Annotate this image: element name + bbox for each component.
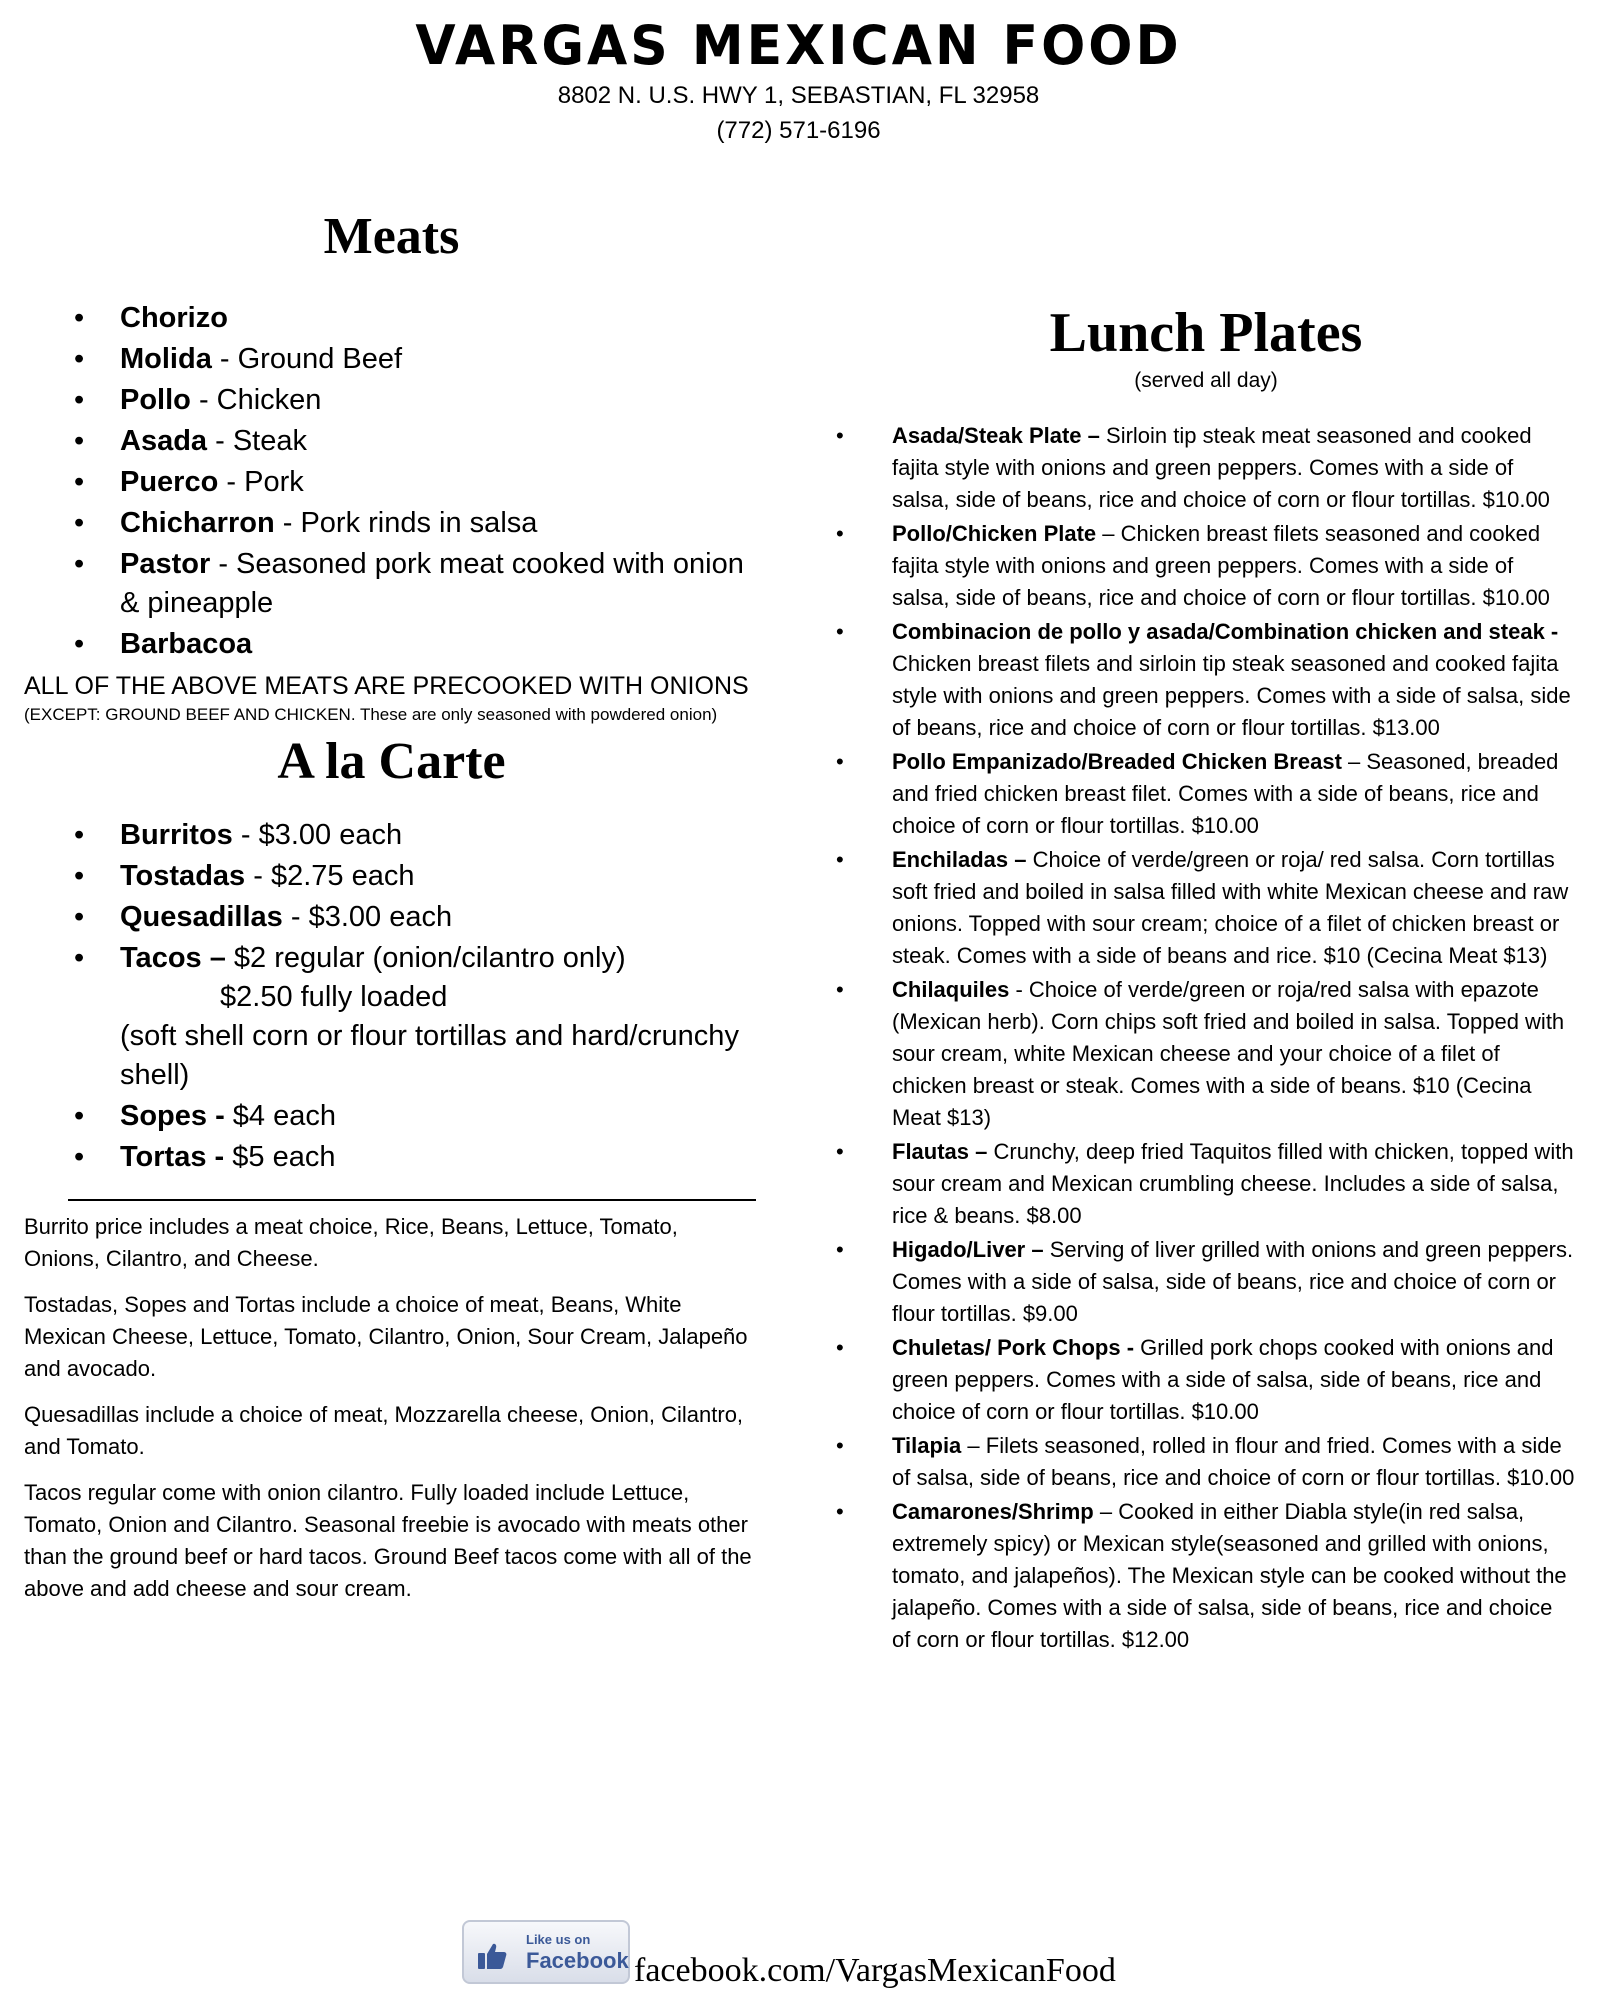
divider (68, 1199, 756, 1201)
list-item: • Flautas – Crunchy, deep fried Taquitos filled with chicken, topped with sour cream and Mexican crumbling cheese. Includes a side of salsa, rice & beans. $8.00 (836, 1139, 1574, 1228)
list-item: • Tilapia – Filets seasoned, rolled in flour and fried. Comes with a side of salsa, side of beans, rice and choice of corn or flour tortillas. $10.00 (836, 1433, 1575, 1490)
list-item: • Pollo/Chicken Plate – Chicken breast filets seasoned and cooked fajita style with onions and green peppers. Comes with a side of salsa, side of beans, rice and choice of corn or flour tortillas. $10.00 (836, 521, 1550, 610)
badge-like-text: Like us on (526, 1932, 591, 1947)
address: 8802 N. U.S. HWY 1, SEBASTIAN, FL 32958 (557, 82, 1040, 109)
badge-facebook-text: Facebook (526, 1948, 629, 1973)
list-item: • Barbacoa (74, 628, 253, 660)
right-column (836, 300, 1576, 1658)
tacos-shell: (soft shell corn or flour tortillas and hard/crunchy shell) (120, 1020, 739, 1091)
restaurant-name: VARGAS MEXICAN FOOD (415, 14, 1182, 78)
meats-note-exception: (EXCEPT: GROUND BEEF AND CHICKEN. These are only seasoned with powdered onion) (24, 705, 718, 724)
list-item: • Molida - Ground Beef (74, 343, 403, 375)
list-item: • Chilaquiles - Choice of verde/green or roja/red salsa with epazote (Mexican herb). Corn chips soft fried and boiled in salsa. Topped with sour cream, white Mexican cheese and your choice of a filet of chicken breast or steak. Comes with a side of beans. $10 (Cecina Meat $13) (836, 977, 1565, 1130)
list-item: • Chuletas/ Pork Chops - Grilled pork chops cooked with onions and green peppers. Comes with a side of salsa, side of beans, rice and choice of corn or flour tortillas. $10.00 (836, 1335, 1554, 1424)
facebook-like-badge[interactable] (462, 1920, 630, 1984)
list-item: • Pastor - Seasoned pork meat cooked with onion & pineapple (74, 548, 744, 619)
alacarte-list (24, 816, 759, 1177)
list-item: • Combinacion de pollo y asada/Combination chicken and steak - Chicken breast filets and sirloin tip steak seasoned and cooked fajita style with onions and green peppers. Comes with a side of salsa, side of beans, rice and choice of corn or flour tortillas. $13.00 (836, 619, 1571, 740)
meats-title: Meats (323, 208, 460, 265)
list-item: • Higado/Liver – Serving of liver grilled with onions and green peppers. Comes with a side of salsa, side of beans, rice and choice of corn or flour tortillas. $9.00 (836, 1237, 1574, 1326)
list-item: • Puerco - Pork (74, 466, 304, 498)
list-item: • Tostadas - $2.75 each (74, 860, 415, 892)
list-item: • Quesadillas - $3.00 each (74, 901, 453, 933)
meats-note: ALL OF THE ABOVE MEATS ARE PRECOOKED WITH ONIONS (24, 672, 749, 700)
note-tacos: Tacos regular come with onion cilantro. Fully loaded include Lettuce, Tomato, Onion and Cilantro. Seasonal freebie is avocado with meats other than the ground beef or hard tacos. Ground Beef tacos come with all of the above and add cheese and sour cream. (24, 1480, 752, 1601)
left-column (24, 205, 759, 1619)
note-tostadas: Tostadas, Sopes and Tortas include a choice of meat, Beans, White Mexican Cheese, Lettuce, Tomato, Cilantro, Onion, Sour Cream, Jalapeño and avocado. (24, 1292, 748, 1381)
list-item: • Tacos – $2 regular (onion/cilantro only) $2.50 fully loaded (soft shell corn or flour tortillas and hard/crunchy shell) (24, 939, 759, 1095)
note-quesadillas: Quesadillas include a choice of meat, Mozzarella cheese, Onion, Cilantro, and Tomato. (24, 1402, 744, 1459)
thumbs-up-icon (476, 1940, 508, 1972)
alacarte-title: A la Carte (277, 733, 506, 790)
phone: (772) 571-6196 (716, 117, 881, 144)
list-item: • Burritos - $3.00 each (74, 819, 403, 851)
list-item: • Sopes - $4 each (74, 1100, 337, 1132)
list-item: • Tortas - $5 each (74, 1141, 336, 1173)
list-item: • Enchiladas – Choice of verde/green or roja/ red salsa. Corn tortillas soft fried and boiled in salsa filled with white Mexican cheese and raw onions. Topped with sour cream; choice of a filet of chicken breast or steak. Comes with a side of beans and rice. $10 (Cecina Meat $13) (836, 847, 1569, 968)
list-item: • Asada/Steak Plate – Sirloin tip steak meat seasoned and cooked fajita style with onions and green peppers. Comes with a side of salsa, side of beans, rice and choice of corn or flour tortillas. $10.00 (836, 423, 1550, 512)
facebook-url[interactable]: facebook.com/VargasMexicanFood (634, 1952, 1116, 1989)
meats-list (24, 299, 759, 664)
list-item: • Chorizo (74, 302, 228, 334)
lunch-subtitle: (served all day) (1134, 369, 1278, 392)
note-burrito: Burrito price includes a meat choice, Rice, Beans, Lettuce, Tomato, Onions, Cilantro, and Cheese. (24, 1214, 678, 1271)
list-item: • Pollo - Chicken (74, 384, 322, 416)
list-item: • Chicharron - Pork rinds in salsa (74, 507, 538, 539)
list-item: • Camarones/Shrimp – Cooked in either Diabla style(in red salsa, extremely spicy) or Mexican style(seasoned and grilled with onions, tomato, and jalapeños). The Mexican style can be cooked without the jalapeño. Comes with a side of salsa, side of beans, rice and choice of corn or flour tortillas. $12.00 (836, 1499, 1567, 1652)
menu-header (0, 14, 1597, 148)
tacos-loaded: $2.50 fully loaded (220, 981, 448, 1013)
list-item: • Asada - Steak (74, 425, 307, 457)
lunch-list (836, 420, 1576, 1656)
lunch-title: Lunch Plates (1049, 302, 1363, 364)
list-item: • Pollo Empanizado/Breaded Chicken Breast – Seasoned, breaded and fried chicken breast filet. Comes with a side of beans, rice and choice of corn or flour tortillas. $10.00 (836, 749, 1559, 838)
